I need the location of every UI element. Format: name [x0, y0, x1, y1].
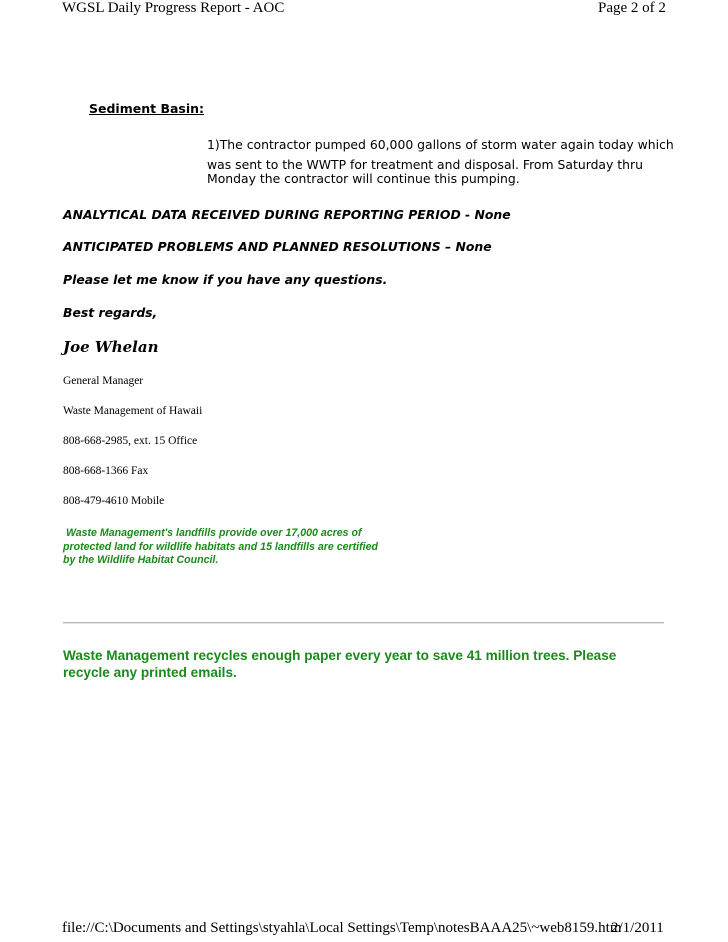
page-number: Page 2 of 2: [598, 0, 666, 16]
sediment-line-3: Monday the contractor will continue this pumping.: [207, 171, 520, 186]
landfill-note-line-3: by the Wildlife Habitat Council.: [63, 554, 219, 566]
contact-mobile: 808-479-4610 Mobile: [63, 495, 165, 507]
landfill-note-line-1: Waste Management's landfills provide over 17,000 acres of: [63, 527, 362, 539]
contact-title: General Manager: [63, 375, 144, 387]
footer-file-path: file://C:\Documents and Settings\styahla\Local Settings\Temp\notesBAAA25\~web8159.htm: [62, 920, 622, 936]
horizontal-rule: [63, 622, 664, 624]
footer-date: 2/1/2011: [611, 920, 664, 936]
sediment-line-1: 1)The contractor pumped 60,000 gallons of storm water again today which: [207, 137, 674, 152]
sediment-basin-heading: [89, 101, 204, 116]
signature-name: Joe Whelan: [63, 338, 159, 356]
contact-fax: 808-668-1366 Fax: [63, 465, 149, 477]
recycle-note-line-2: recycle any printed emails.: [63, 665, 237, 680]
best-regards: Best regards,: [63, 305, 158, 320]
landfill-note-line-2: protected land for wildlife habitats and 15 landfills are certified: [63, 541, 378, 553]
recycle-note-line-1: Waste Management recycles enough paper every year to save 41 million trees. Please: [63, 648, 617, 663]
sediment-basin-heading-text: Sediment Basin:: [89, 101, 205, 116]
questions-line: Please let me know if you have any questions.: [63, 272, 388, 287]
anticipated-problems-statement: ANTICIPATED PROBLEMS AND PLANNED RESOLUTIONS – None: [63, 239, 492, 254]
contact-company: Waste Management of Hawaii: [63, 405, 203, 417]
contact-office-phone: 808-668-2985, ext. 15 Office: [63, 435, 198, 447]
sediment-line-2: was sent to the WWTP for treatment and disposal. From Saturday thru: [207, 157, 643, 172]
analytical-data-statement: ANALYTICAL DATA RECEIVED DURING REPORTING PERIOD - None: [63, 207, 511, 222]
report-title: WGSL Daily Progress Report - AOC: [62, 0, 285, 16]
